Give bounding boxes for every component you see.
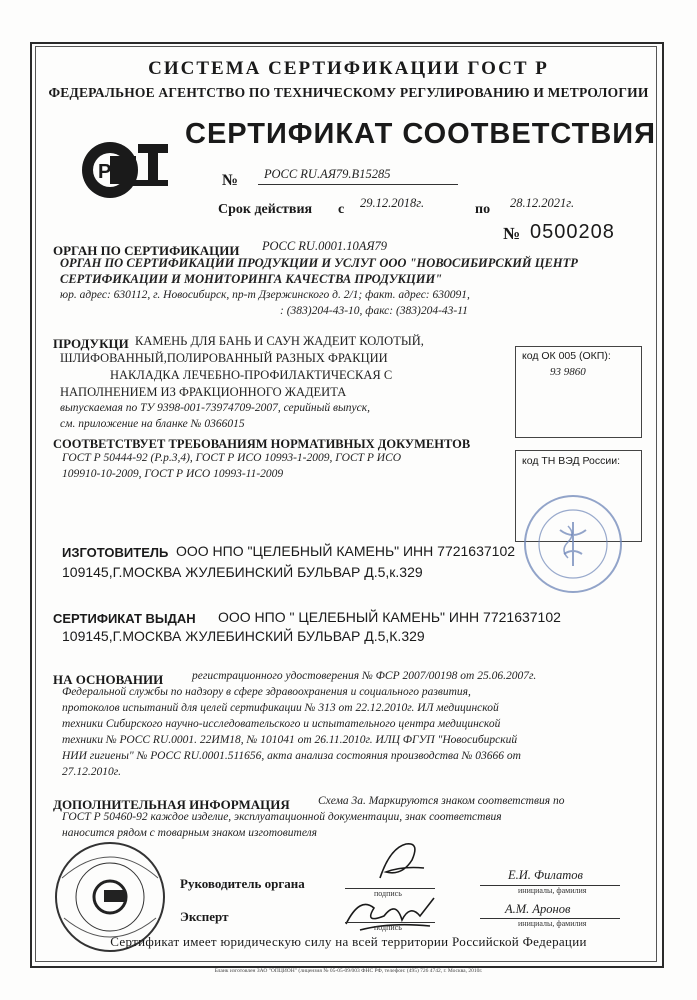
expert-name: А.М. Аронов xyxy=(505,902,571,916)
expert-label: Эксперт xyxy=(180,909,229,924)
head-sign-caption: подпись xyxy=(374,889,402,898)
manufacturer-label: ИЗГОТОВИТЕЛЬ xyxy=(62,545,169,560)
issued-to-line1: ООО НПО " ЦЕЛЕБНЫЙ КАМЕНЬ" ИНН 7721637102 xyxy=(218,609,561,625)
certificate-number: РОСС RU.АЯ79.В15285 xyxy=(264,167,391,181)
manufacturer-line2: 109145,Г.МОСКВА ЖУЛЕБИНСКИЙ БУЛЬВАР Д.5,к.329 xyxy=(62,564,423,580)
basis-line6: НИИ гигиены" № РОСС RU.0001.511656, акта анализа состояния производства № 03666 от xyxy=(62,750,521,762)
validity-label: Срок действия xyxy=(218,202,313,217)
cert-body-line2: СЕРТИФИКАЦИИ И МОНИТОРИНГА КАЧЕСТВА ПРОДУКЦИИ" xyxy=(60,272,443,286)
basis-line3: протоколов испытаний для целей сертификации № 313 от 22.12.2010г. ИЛ медицинской xyxy=(62,702,499,714)
head-label: Руководитель органа xyxy=(180,876,305,891)
manufacturer-line1: ООО НПО "ЦЕЛЕБНЫЙ КАМЕНЬ" ИНН 7721637102 xyxy=(176,543,516,559)
compliance-line2: 109910-10-2009, ГОСТ Р ИСО 10993-11-2009 xyxy=(62,468,284,480)
blank-number-label: № xyxy=(503,224,521,243)
product-line5: выпускаемая по ТУ 9398-001-73974709-2007, серийный выпуск, xyxy=(60,402,371,414)
cert-body-label: ОРГАН ПО СЕРТИФИКАЦИИ xyxy=(53,243,240,258)
product-line2: ШЛИФОВАННЫЙ,ПОЛИРОВАННЫЙ РАЗНЫХ ФРАКЦИИ xyxy=(60,351,388,365)
rst-logo-icon xyxy=(80,138,172,202)
additional-line1: Схема 3а. Маркируются знаком соответствия по xyxy=(318,795,565,807)
basis-line5: техники № РОСС RU.0001. 22ИМ18, № 101041 от 26.11.2010г. ИЛЦ ФГУП "Новосибирский xyxy=(62,734,518,746)
number-underline xyxy=(258,184,458,185)
basis-line1: регистрационного удостоверения № ФСР 2007/00198 от 25.06.2007г. xyxy=(192,670,537,682)
cert-body-line3: юр. адрес: 630112, г. Новосибирск, пр-т Дзержинского д. 2/1; факт. адрес: 630091, xyxy=(60,289,470,301)
medical-stamp-icon xyxy=(510,492,636,596)
additional-line2: ГОСТ Р 50460-92 каждое изделие, эксплуатационной документации, знак соответствия xyxy=(62,811,502,823)
certificate-title: СЕРТИФИКАТ СООТВЕТСТВИЯ xyxy=(185,118,656,150)
product-label: ПРОДУКЦИ xyxy=(53,336,129,351)
basis-line7: 27.12.2010г. xyxy=(62,766,121,778)
okp-label: код ОК 005 (ОКП): xyxy=(522,350,611,362)
legal-notice: Сертификат имеет юридическую силу на всей территории Российской Федерации xyxy=(110,934,587,949)
additional-line3: наносится рядом с товарным знаком изготовителя xyxy=(62,827,317,839)
validity-to-label: по xyxy=(475,202,491,217)
head-initials-caption: инициалы, фамилия xyxy=(518,886,587,895)
cert-body-line4: : (383)204-43-10, факс: (383)204-43-11 xyxy=(280,305,468,317)
product-line4: НАПОЛНЕНИЕМ ИЗ ФРАКЦИОННОГО ЖАДЕИТА xyxy=(60,385,347,399)
blank-number: 0500208 xyxy=(530,221,615,243)
expert-initials-caption: инициалы, фамилия xyxy=(518,919,587,928)
issued-to-line2: 109145,Г.МОСКВА ЖУЛЕБИНСКИЙ БУЛЬВАР Д.5,К.329 xyxy=(62,628,425,644)
compliance-label: СООТВЕТСТВУЕТ ТРЕБОВАНИЯМ НОРМАТИВНЫХ ДОКУМЕНТОВ xyxy=(53,437,471,451)
number-label: № xyxy=(222,172,239,189)
basis-line2: Федеральной службы по надзору в сфере здравоохранения и социального развития, xyxy=(62,686,471,698)
additional-label: ДОПОЛНИТЕЛЬНАЯ ИНФОРМАЦИЯ xyxy=(53,797,290,812)
printer-note: Бланк изготовлен ЗАО "ОПЦИОН" (лицензия № 05-05-09/003 ФНС РФ, телефон: (495) 726 4742, г. Москва, 2010г. xyxy=(214,968,483,974)
svg-text:Р: Р xyxy=(98,161,112,183)
cert-body-code: РОСС RU.0001.10АЯ79 xyxy=(262,239,388,253)
validity-from-label: с xyxy=(338,202,345,217)
system-title: СИСТЕМА СЕРТИФИКАЦИИ ГОСТ Р xyxy=(148,58,549,79)
cert-body-line1: ОРГАН ПО СЕРТИФИКАЦИИ ПРОДУКЦИИ И УСЛУГ ООО "НОВОСИБИРСКИЙ ЦЕНТР xyxy=(60,256,578,270)
tnved-label: код ТН ВЭД России: xyxy=(522,455,621,467)
basis-label: НА ОСНОВАНИИ xyxy=(53,672,164,687)
product-line6: см. приложение на бланке № 0366015 xyxy=(60,418,245,430)
basis-line4: техники Сибирского научно-исследовательского и испытательного центра медицинской xyxy=(62,718,501,730)
head-signature-icon xyxy=(372,838,432,886)
expert-sign-caption: подпись xyxy=(374,923,402,932)
issued-to-label: СЕРТИФИКАТ ВЫДАН xyxy=(53,611,196,626)
validity-to-date: 28.12.2021г. xyxy=(510,196,575,210)
head-name: Е.И. Филатов xyxy=(508,868,583,882)
okp-value: 93 9860 xyxy=(550,366,586,378)
compliance-line1: ГОСТ Р 50444-92 (Р.р.3,4), ГОСТ Р ИСО 10993-1-2009, ГОСТ Р ИСО xyxy=(62,452,402,464)
agency-name: ФЕДЕРАЛЬНОЕ АГЕНТСТВО ПО ТЕХНИЧЕСКОМУ РЕГУЛИРОВАНИЮ И МЕТРОЛОГИИ xyxy=(48,85,649,100)
product-line3: НАКЛАДКА ЛЕЧЕБНО-ПРОФИЛАКТИЧЕСКАЯ С xyxy=(110,368,393,382)
product-line1: КАМЕНЬ ДЛЯ БАНЬ И САУН ЖАДЕИТ КОЛОТЫЙ, xyxy=(135,334,424,348)
validity-from-date: 29.12.2018г. xyxy=(360,196,425,210)
